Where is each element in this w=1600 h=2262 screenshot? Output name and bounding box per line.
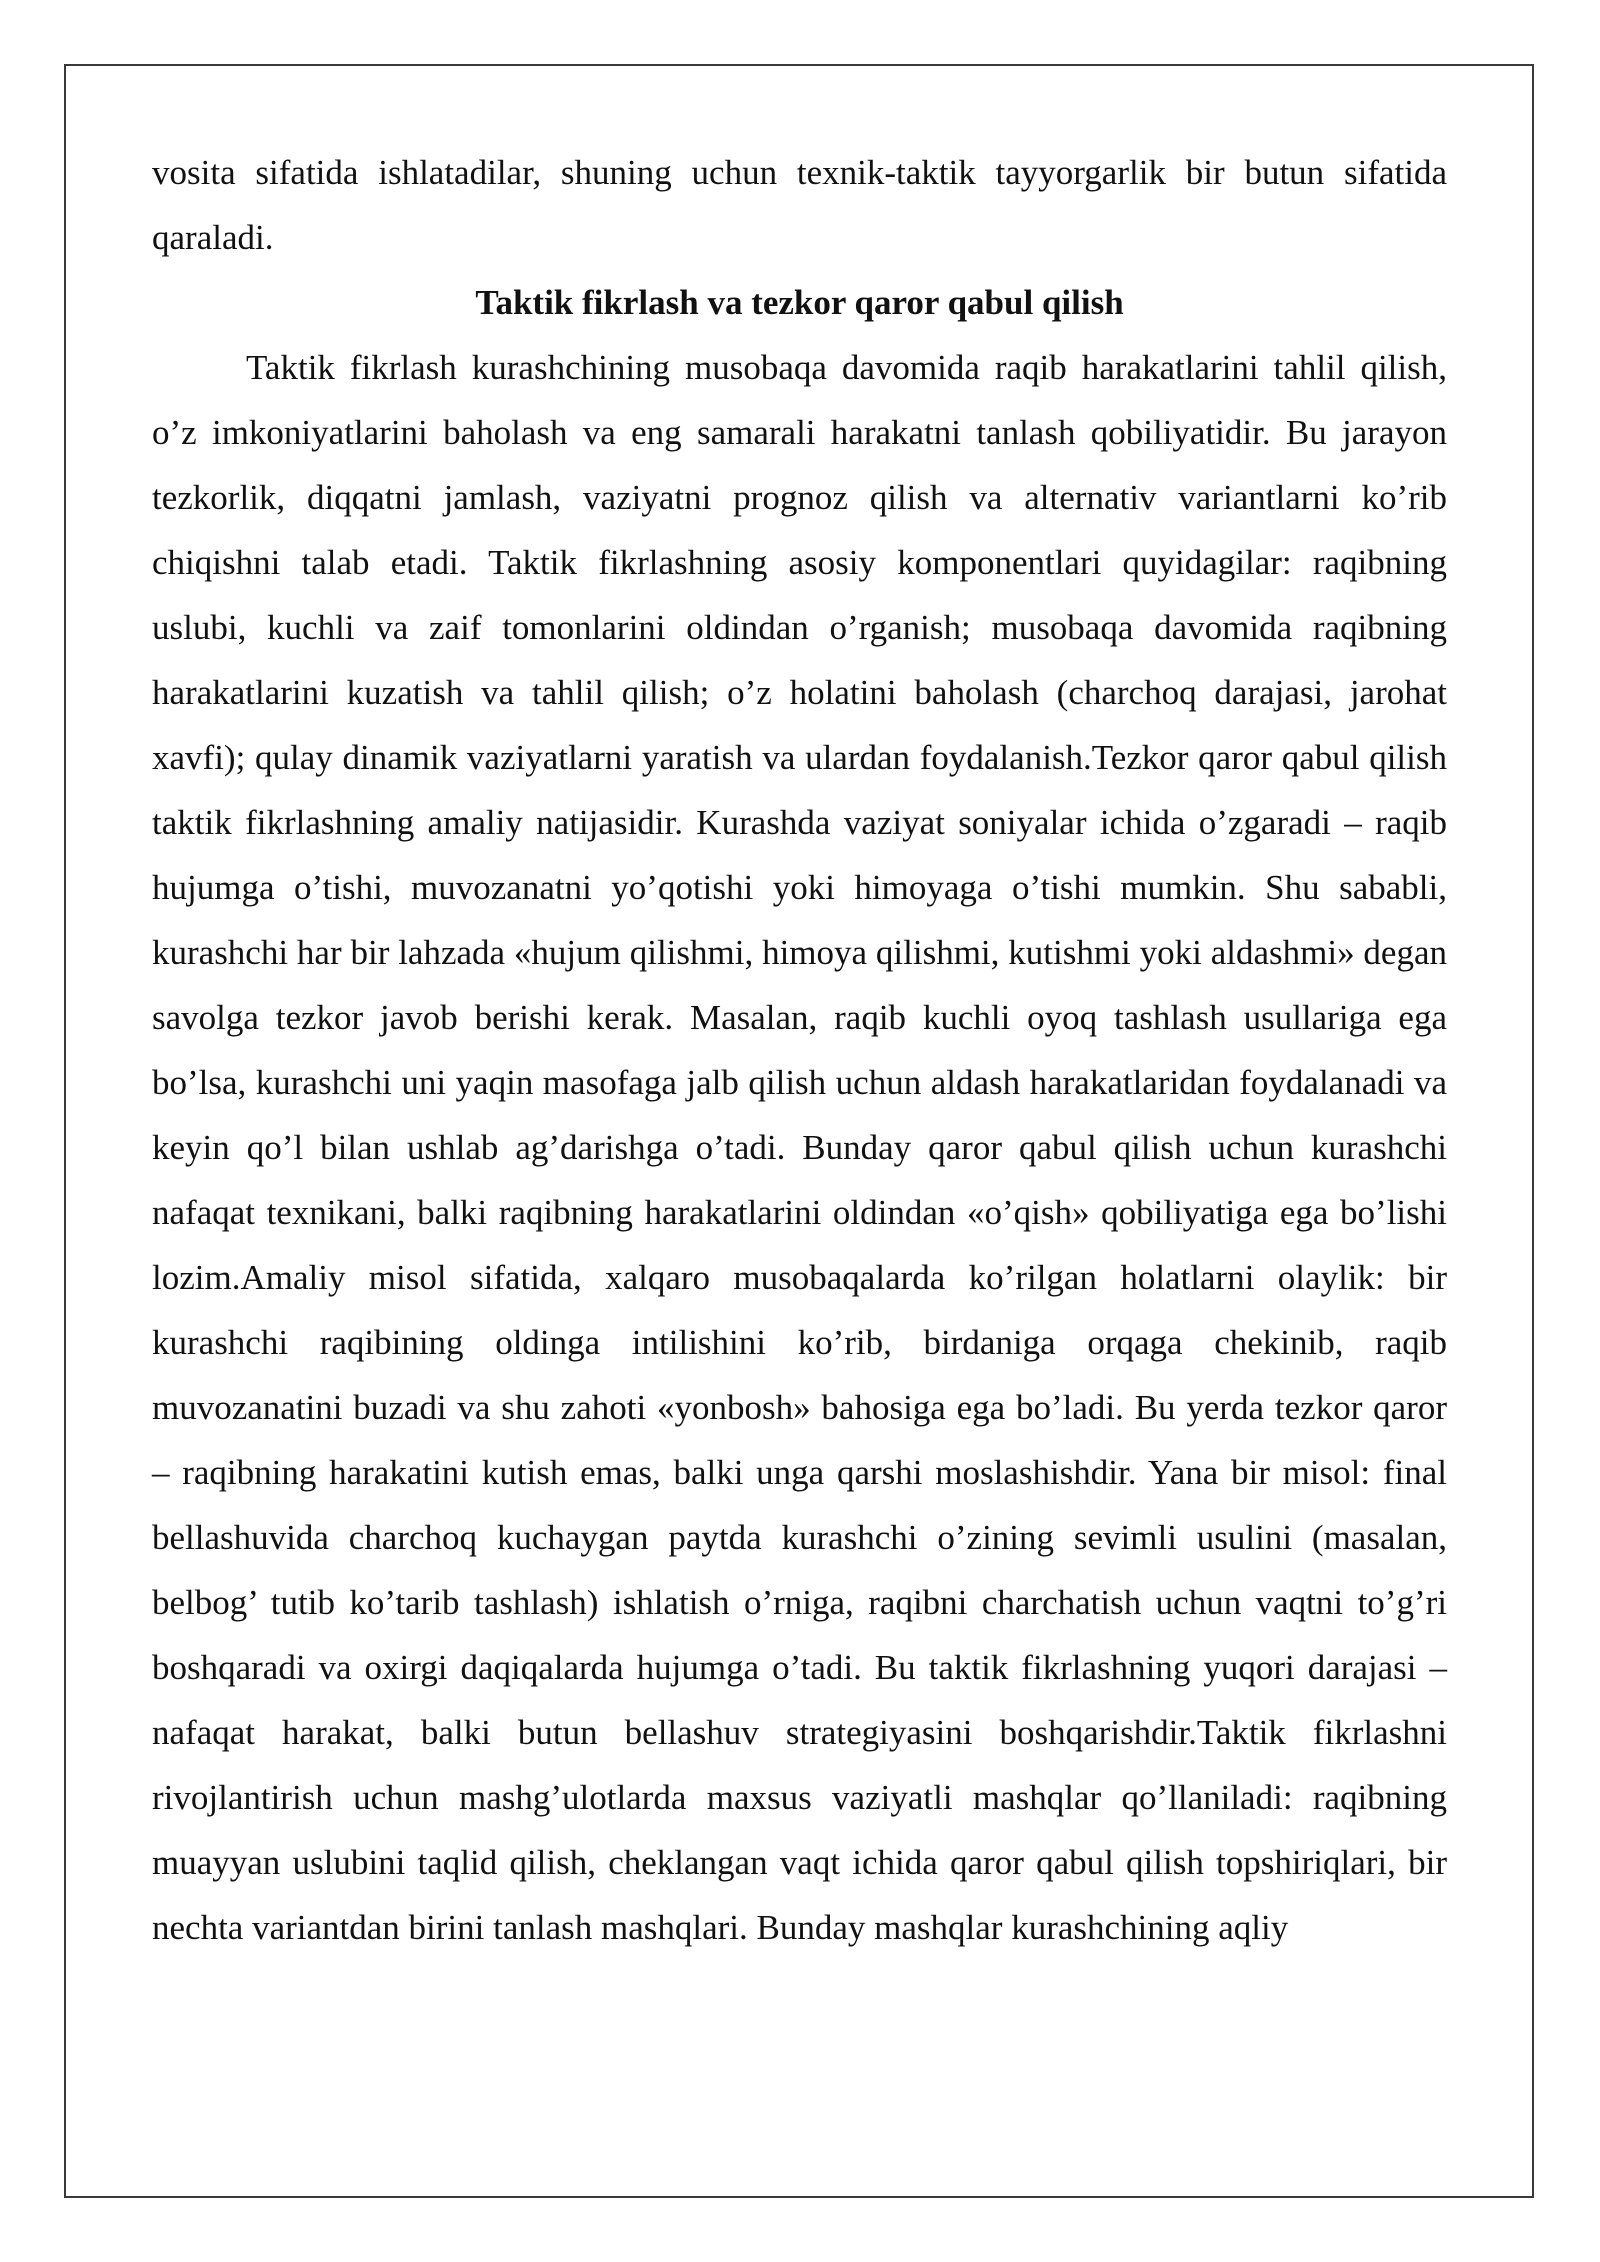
document-body [152,140,1447,1960]
section-heading: Taktik fikrlash va tezkor qaror qabul qilish [475,283,1124,322]
continuation-paragraph: vosita sifatida ishlatadilar, shuning uchun texnik-taktik tayyorgarlik bir butun sifatida qaraladi. [152,153,1447,257]
body-paragraph: Taktik fikrlash kurashchining musobaqa davomida raqib harakatlarini tahlil qilish, o’z imkoniyatlarini baholash va eng samarali harakatni tanlash qobiliyatidir. Bu jarayon tezkorlik, diqqatni jamlash, vaziyatni prognoz qilish va alternativ variantlarni ko’rib chiqishni talab etadi. Taktik fikrlashning asosiy komponentlari quyidagilar: raqibning uslubi, kuchli va zaif tomonlarini oldindan o’rganish; musobaqa davomida raqibning harakatlarini kuzatish va tahlil qilish; o’z holatini baholash (charchoq darajasi, jarohat xavfi); qulay dinamik vaziyatlarni yaratish va ulardan foydalanish.Tezkor qaror qabul qilish taktik fikrlashning amaliy natijasidir. Kurashda vaziyat soniyalar ichida o’zgaradi – raqib hujumga o’tishi, muvozanatni yo’qotishi yoki himoyaga o’tishi mumkin. Shu sababli, kurashchi har bir lahzada «hujum qilishmi, himoya qilishmi, kutishmi yoki aldashmi» degan savolga tezkor javob berishi kerak. Masalan, raqib kuchli oyoq tashlash usullariga ega bo’lsa, kurashchi uni yaqin masofaga jalb qilish uchun aldash harakatlaridan foydalanadi va keyin qo’l bilan ushlab ag’darishga o’tadi. Bunday qaror qabul qilish uchun kurashchi nafaqat texnikani, balki raqibning harakatlarini oldindan «o’qish» qobiliyatiga ega bo’lishi lozim.Amaliy misol sifatida, xalqaro musobaqalarda ko’rilgan holatlarni olaylik: bir kurashchi raqibining oldinga intilishini ko’rib, birdaniga orqaga chekinib, raqib muvozanatini buzadi va shu zahoti «yonbosh» bahosiga ega bo’ladi. Bu yerda tezkor qaror – raqibning harakatini kutish emas, balki unga qarshi moslashishdir. Yana bir misol: final bellashuvida charchoq kuchaygan paytda kurashchi o’zining sevimli usulini (masalan, belbog’ tutib ko’tarib tashlash) ishlatish o’rniga, raqibni charchatish uchun vaqtni to’g’ri boshqaradi va oxirgi daqiqalarda hujumga o’tadi. Bu taktik fikrlashning yuqori darajasi – nafaqat harakat, balki butun bellashuv strategiyasini boshqarishdir.Taktik fikrlashni rivojlantirish uchun mashg’ulotlarda maxsus vaziyatli mashqlar qo’llaniladi: raqibning muayyan uslubini taqlid qilish, cheklangan vaqt ichida qaror qabul qilish topshiriqlari, bir nechta variantdan birini tanlash mashqlari. Bunday mashqlar kurashchining aqliy [152,348,1447,1947]
